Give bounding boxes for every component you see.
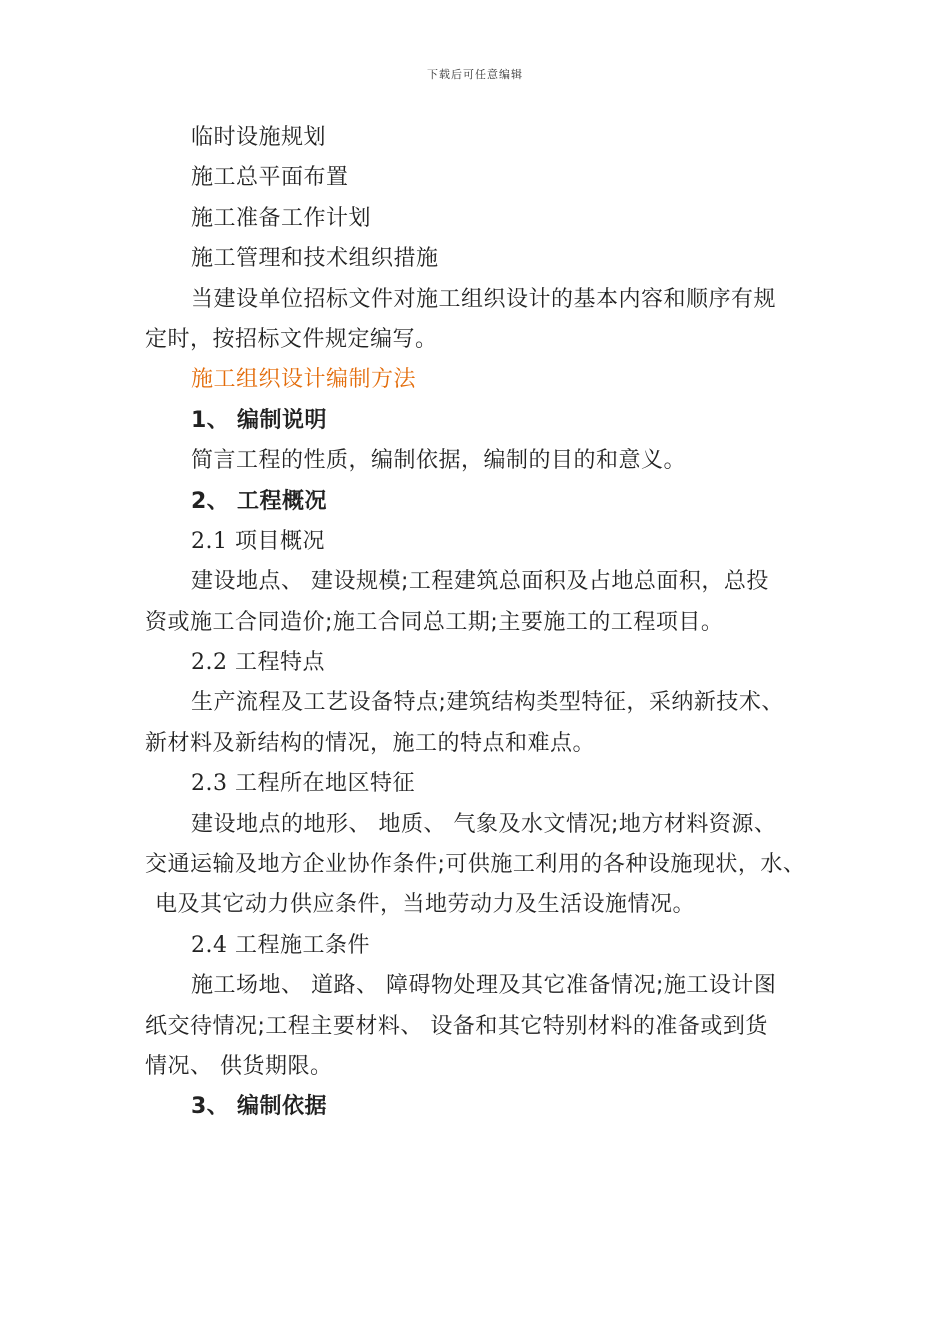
list-item: 临时设施规划	[191, 125, 327, 150]
subheading: 2.2 工程特点	[191, 650, 325, 676]
paragraph-line: 生产流程及工艺设备特点;建筑结构类型特征，采纳新技术、	[191, 690, 784, 716]
paragraph-line: 交通运输及地方企业协作条件;可供施工利用的各种设施现状，水、	[145, 852, 806, 878]
list-item: 施工准备工作计划	[191, 205, 372, 231]
paragraph-line: 简言工程的性质，编制依据，编制的目的和意义。	[191, 448, 687, 474]
numbered-heading	[145, 401, 825, 441]
numbered-heading	[145, 482, 825, 522]
heading-text: 编制说明	[237, 407, 328, 433]
subheading: 2.1 项目概况	[191, 528, 325, 554]
paragraph-line: 施工场地、 道路、 障碍物处理及其它准备情况;施工设计图	[191, 973, 777, 999]
paragraph-line: 新材料及新结构的情况，施工的特点和难点。	[145, 730, 596, 756]
heading-text: 编制依据	[237, 1094, 328, 1120]
subheading: 2.4 工程施工条件	[191, 932, 370, 958]
paragraph-line: 定时，按招标文件规定编写。	[145, 326, 438, 352]
list-item: 施工管理和技术组织措施	[191, 246, 439, 272]
paragraph-line: 纸交待情况;工程主要材料、 设备和其它特别材料的准备或到货	[145, 1013, 768, 1039]
paragraph-line: 当建设单位招标文件对施工组织设计的基本内容和顺序有规	[191, 286, 777, 312]
paragraph-line: 电及其它动力供应条件，当地劳动力及生活设施情况。	[155, 892, 696, 918]
heading-number: 1、	[191, 407, 230, 433]
heading-number: 3、	[191, 1094, 230, 1120]
paragraph-line: 资或施工合同造价;施工合同总工期;主要施工的工程项目。	[145, 609, 724, 635]
heading-number: 2、	[191, 488, 230, 514]
paragraph-line: 建设地点、 建设规模;工程建筑总面积及占地总面积，总投	[191, 569, 769, 595]
page-header: 下载后可任意编辑	[427, 68, 523, 81]
document-body	[145, 118, 825, 1128]
paragraph-line: 情况、 供货期限。	[145, 1053, 333, 1079]
subheading: 2.3 工程所在地区特征	[191, 771, 415, 797]
section-heading: 施工组织设计编制方法	[191, 367, 417, 393]
list-item: 施工总平面布置	[191, 165, 349, 191]
heading-text: 工程概况	[237, 488, 328, 514]
numbered-heading	[145, 1087, 825, 1127]
paragraph-line: 建设地点的地形、 地质、 气象及水文情况;地方材料资源、	[191, 811, 777, 837]
